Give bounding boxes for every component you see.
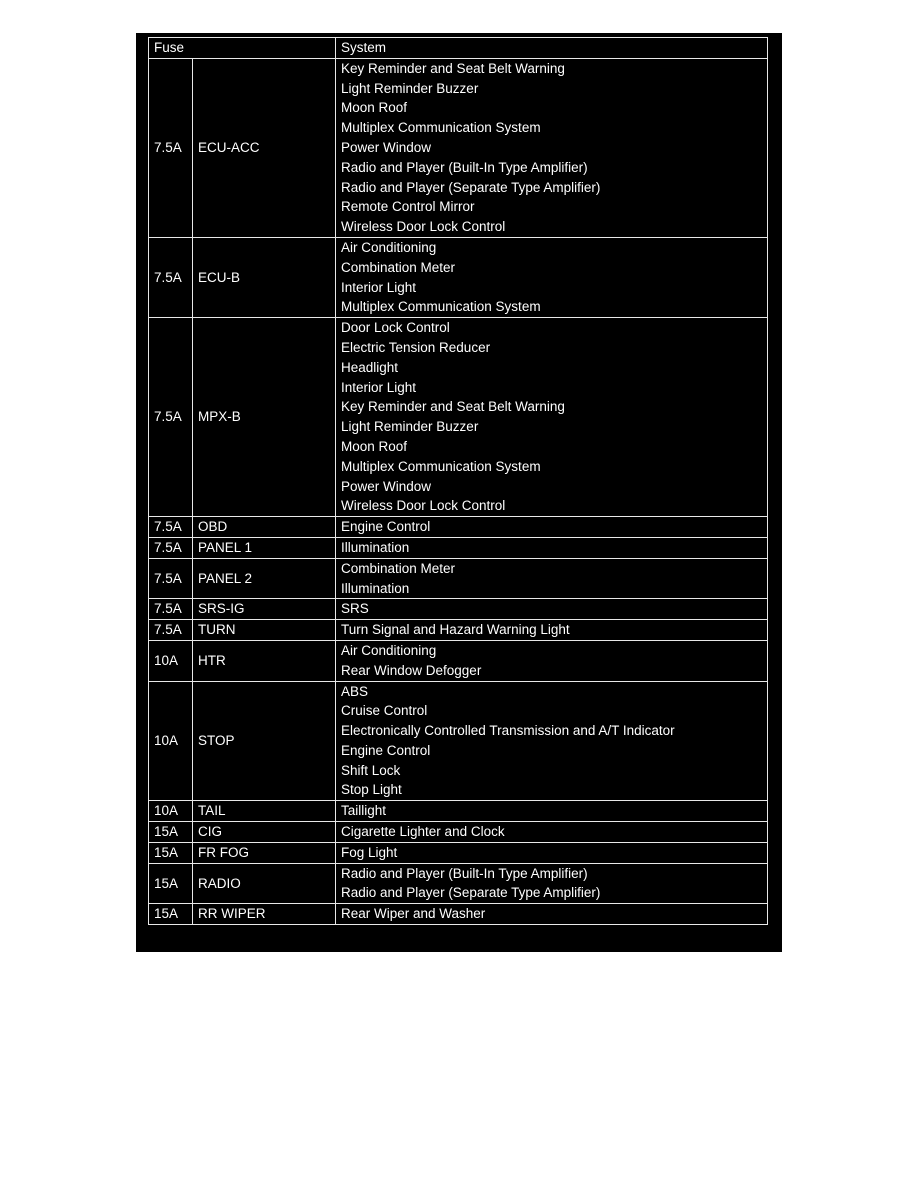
- table-row: [149, 237, 768, 317]
- table-row: [149, 801, 768, 822]
- fuse-amperage: 15A: [149, 842, 193, 863]
- table-row: [149, 517, 768, 538]
- system-item: Key Reminder and Seat Belt Warning: [341, 60, 565, 76]
- fuse-table-panel: [136, 33, 782, 952]
- table-row: [149, 681, 768, 801]
- system-item: Radio and Player (Separate Type Amplifier): [341, 885, 601, 901]
- fuse-amperage: 7.5A: [149, 318, 193, 517]
- system-item: Air Conditioning: [341, 642, 437, 658]
- fuse-name: RR WIPER: [193, 904, 336, 925]
- system-list: [336, 620, 768, 641]
- system-item: Interior Light: [341, 279, 417, 295]
- system-item: Engine Control: [341, 519, 431, 535]
- fuse-name: ECU-ACC: [193, 58, 336, 237]
- fuse-amperage: 7.5A: [149, 517, 193, 538]
- system-item: Remote Control Mirror: [341, 199, 475, 215]
- system-item: Moon Roof: [341, 438, 408, 454]
- fuse-amperage: 7.5A: [149, 537, 193, 558]
- fuse-amperage: 10A: [149, 681, 193, 801]
- system-item: Taillight: [341, 803, 387, 819]
- system-item: Power Window: [341, 478, 432, 494]
- table-row: [149, 318, 768, 517]
- system-item: Shift Lock: [341, 762, 401, 778]
- system-item: Electronically Controlled Transmission and A/T Indicator: [341, 723, 675, 739]
- system-item: Cigarette Lighter and Clock: [341, 824, 505, 840]
- fuse-amperage: 10A: [149, 801, 193, 822]
- table-row: [149, 842, 768, 863]
- fuse-amperage: 15A: [149, 822, 193, 843]
- fuse-amperage: 7.5A: [149, 237, 193, 317]
- system-item: Air Conditioning: [341, 239, 437, 255]
- system-list: [336, 681, 768, 801]
- system-item: ABS: [341, 683, 369, 699]
- system-item: Engine Control: [341, 742, 431, 758]
- system-item: Multiplex Communication System: [341, 458, 541, 474]
- system-item: Power Window: [341, 139, 432, 155]
- fuse-name: MPX-B: [193, 318, 336, 517]
- system-item: Rear Wiper and Washer: [341, 906, 486, 922]
- table-row: [149, 822, 768, 843]
- table-row: [149, 599, 768, 620]
- system-item: Multiplex Communication System: [341, 299, 541, 315]
- fuse-table-body: [149, 58, 768, 924]
- fuse-name: PANEL 2: [193, 558, 336, 599]
- fuse-amperage: 7.5A: [149, 558, 193, 599]
- table-header-row: [149, 38, 768, 59]
- fuse-name: PANEL 1: [193, 537, 336, 558]
- fuse-name: RADIO: [193, 863, 336, 904]
- system-list: [336, 640, 768, 681]
- system-item: Turn Signal and Hazard Warning Light: [341, 622, 570, 638]
- system-item: Radio and Player (Built-In Type Amplifier): [341, 865, 588, 881]
- system-list: [336, 537, 768, 558]
- table-row: [149, 904, 768, 925]
- system-item: Stop Light: [341, 782, 402, 798]
- fuse-name: TAIL: [193, 801, 336, 822]
- fuse-name: STOP: [193, 681, 336, 801]
- system-item: Multiplex Communication System: [341, 120, 541, 136]
- table-row: [149, 558, 768, 599]
- table-row: [149, 58, 768, 237]
- system-item: Radio and Player (Built-In Type Amplifier): [341, 159, 588, 175]
- system-item: Moon Roof: [341, 100, 408, 116]
- fuse-name: SRS-IG: [193, 599, 336, 620]
- system-item: Headlight: [341, 359, 399, 375]
- system-list: [336, 904, 768, 925]
- system-item: SRS: [341, 601, 369, 617]
- system-list: [336, 318, 768, 517]
- system-list: [336, 237, 768, 317]
- system-item: Wireless Door Lock Control: [341, 219, 506, 235]
- system-item: Radio and Player (Separate Type Amplifier): [341, 179, 601, 195]
- table-row: [149, 640, 768, 681]
- fuse-name: OBD: [193, 517, 336, 538]
- system-column-header: System: [336, 38, 768, 59]
- system-item: Combination Meter: [341, 560, 456, 576]
- system-list: [336, 822, 768, 843]
- system-item: Electric Tension Reducer: [341, 339, 491, 355]
- system-item: Illumination: [341, 580, 410, 596]
- fuse-name: TURN: [193, 620, 336, 641]
- fuse-amperage: 10A: [149, 640, 193, 681]
- fuse-name: HTR: [193, 640, 336, 681]
- system-item: Fog Light: [341, 844, 398, 860]
- system-item: Combination Meter: [341, 259, 456, 275]
- fuse-amperage: 7.5A: [149, 620, 193, 641]
- system-item: Cruise Control: [341, 703, 428, 719]
- fuse-amperage: 15A: [149, 904, 193, 925]
- fuse-amperage: 7.5A: [149, 58, 193, 237]
- system-list: [336, 517, 768, 538]
- system-item: Key Reminder and Seat Belt Warning: [341, 399, 565, 415]
- fuse-column-header: Fuse: [149, 38, 336, 59]
- system-item: Wireless Door Lock Control: [341, 498, 506, 514]
- fuse-name: ECU-B: [193, 237, 336, 317]
- system-list: [336, 58, 768, 237]
- fuse-table: [148, 37, 768, 925]
- system-item: Light Reminder Buzzer: [341, 419, 479, 435]
- system-item: Door Lock Control: [341, 320, 450, 336]
- system-list: [336, 599, 768, 620]
- fuse-name: CIG: [193, 822, 336, 843]
- table-row: [149, 537, 768, 558]
- system-list: [336, 842, 768, 863]
- fuse-name: FR FOG: [193, 842, 336, 863]
- system-item: Illumination: [341, 539, 410, 555]
- system-list: [336, 558, 768, 599]
- table-row: [149, 863, 768, 904]
- system-item: Interior Light: [341, 379, 417, 395]
- table-row: [149, 620, 768, 641]
- system-item: Light Reminder Buzzer: [341, 80, 479, 96]
- fuse-amperage: 15A: [149, 863, 193, 904]
- system-list: [336, 801, 768, 822]
- system-list: [336, 863, 768, 904]
- fuse-amperage: 7.5A: [149, 599, 193, 620]
- system-item: Rear Window Defogger: [341, 662, 482, 678]
